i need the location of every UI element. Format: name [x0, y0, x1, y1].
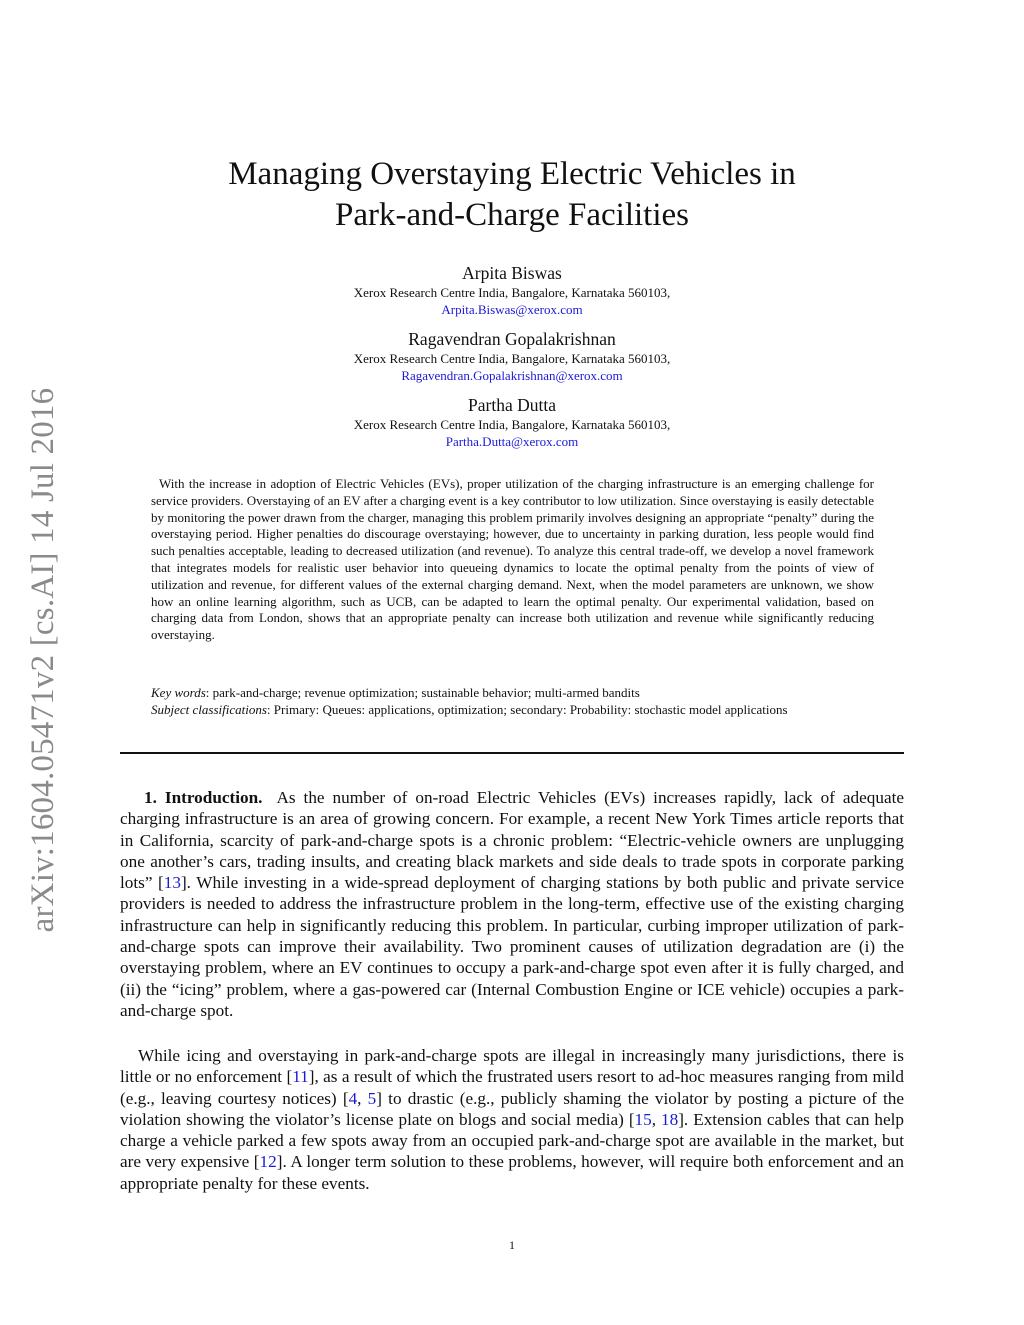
- author-name: Ragavendran Gopalakrishnan: [408, 329, 616, 349]
- title-line-1: Managing Overstaying Electric Vehicles in: [228, 156, 796, 192]
- citation-link[interactable]: 4: [348, 1088, 358, 1108]
- citation-link[interactable]: 15: [634, 1109, 652, 1129]
- intro-paragraph-2: While icing and overstaying in park-and-charge spots are illegal in increasingly many jurisdictions, there is little or no enforcement [11], as a result of which the frustrated users resort to ad-hoc measures ranging from mild (e.g., leaving courtesy notices) [4, 5] to drastic (e.g., publicly shaming the violator by posting a picture of the violation showing the violator’s license plate on blogs and social media) [15, 18]. Extension cables that can help charge a vehicle parked a few spots away from an occupied park-and-charge spot are available in the market, but are very expensive [12]. A longer term solution to these problems, however, will require both enforcement and an appropriate penalty for these events.: [120, 1046, 905, 1193]
- subject-label: Subject classifications: [151, 702, 267, 717]
- page-number: 1: [509, 1238, 515, 1252]
- citation-link[interactable]: 18: [661, 1109, 679, 1129]
- citation-link[interactable]: 13: [163, 873, 181, 893]
- author-name: Arpita Biswas: [462, 263, 562, 283]
- keywords-text: park-and-charge; revenue optimization; sustainable behavior; multi-armed bandits: [212, 685, 640, 700]
- author-email-link[interactable]: Ragavendran.Gopalakrishnan@xerox.com: [401, 368, 623, 383]
- author-block-3: [120, 394, 904, 450]
- author-block-1: [120, 262, 904, 318]
- abstract: With the increase in adoption of Electric Vehicles (EVs), proper utilization of the charging infrastructure is an emerging challenge for service providers. Overstaying of an EV after a charging event is a key contributor to low utilization. Since overstaying is easily detectable by monitoring the power drawn from the charger, managing this problem primarily involves designing an appropriate “penalty” during the overstaying period. Higher penalties do discourage overstaying; however, due to uncertainty in parking duration, less people would find such penalties acceptable, leading to decreased utilization (and revenue). To analyze this central trade-off, we develop a novel framework that integrates models for realistic user behavior into queueing dynamics to locate the optimal penalty from the points of view of utilization and revenue, for different values of the external charging demand. Next, when the model parameters are unknown, we show how an online learning algorithm, such as UCB, can be adapted to learn the optimal penalty. Our experimental validation, based on charging data from London, shows that an appropriate penalty can increase both utilization and revenue while significantly reducing overstaying.: [151, 476, 874, 643]
- arxiv-identifier-stamp: arXiv:1604.05471v2 [cs.AI] 14 Jul 2016: [25, 387, 61, 933]
- author-affiliation: Xerox Research Centre India, Bangalore, Karnataka 560103,: [353, 285, 671, 300]
- author-affiliation: Xerox Research Centre India, Bangalore, Karnataka 560103,: [353, 417, 671, 432]
- citation-link[interactable]: 12: [259, 1152, 277, 1172]
- citation-link[interactable]: 11: [292, 1067, 309, 1087]
- subject-text: Primary: Queues: applications, optimization; secondary: Probability: stochastic model applications: [273, 702, 788, 717]
- intro-paragraph-1: 1. Introduction. As the number of on-road Electric Vehicles (EVs) increases rapidly, lack of adequate charging infrastructure is an area of growing concern. For example, a recent New York Times article reports that in California, scarcity of park-and-charge spots is a chronic problem: “Electric-vehicle owners are unplugging one another’s cars, trading insults, and creating black markets and side deals to trade spots in corporate parking lots” [13]. While investing in a wide-spread deployment of charging stations by both public and private service providers is needed to address the infrastructure problem in the long-term, effective use of the existing charging infrastructure can help in significantly reducing this problem. In particular, curbing improper utilization of park-and-charge spots can improve their availability. Two prominent causes of utilization degradation are (i) the overstaying problem, where an EV continues to occupy a park-and-charge spot even after it is fully charged, and (ii) the “icing” problem, where a gas-powered car (Internal Combustion Engine or ICE vehicle) occupies a park-and-charge spot.: [120, 788, 905, 1020]
- keywords-label: Key words: [151, 685, 206, 700]
- author-email-link[interactable]: Partha.Dutta@xerox.com: [445, 434, 579, 449]
- title-line-2: Park-and-Charge Facilities: [334, 197, 690, 233]
- author-block-2: [120, 328, 904, 384]
- keywords-line: Key words: park-and-charge; revenue optimization; sustainable behavior; multi-armed bandits: [151, 685, 640, 700]
- paper-title: [120, 154, 904, 236]
- author-affiliation: Xerox Research Centre India, Bangalore, Karnataka 560103,: [353, 351, 671, 366]
- author-name: Partha Dutta: [468, 395, 556, 415]
- section-heading-introduction: 1. Introduction.: [144, 788, 263, 807]
- section-divider: [120, 752, 904, 754]
- citation-link[interactable]: 5: [367, 1088, 377, 1108]
- author-email-link[interactable]: Arpita.Biswas@xerox.com: [441, 302, 583, 317]
- subject-classifications-line: Subject classifications: Primary: Queues: applications, optimization; secondary: Probability: stochastic model applications: [151, 702, 788, 717]
